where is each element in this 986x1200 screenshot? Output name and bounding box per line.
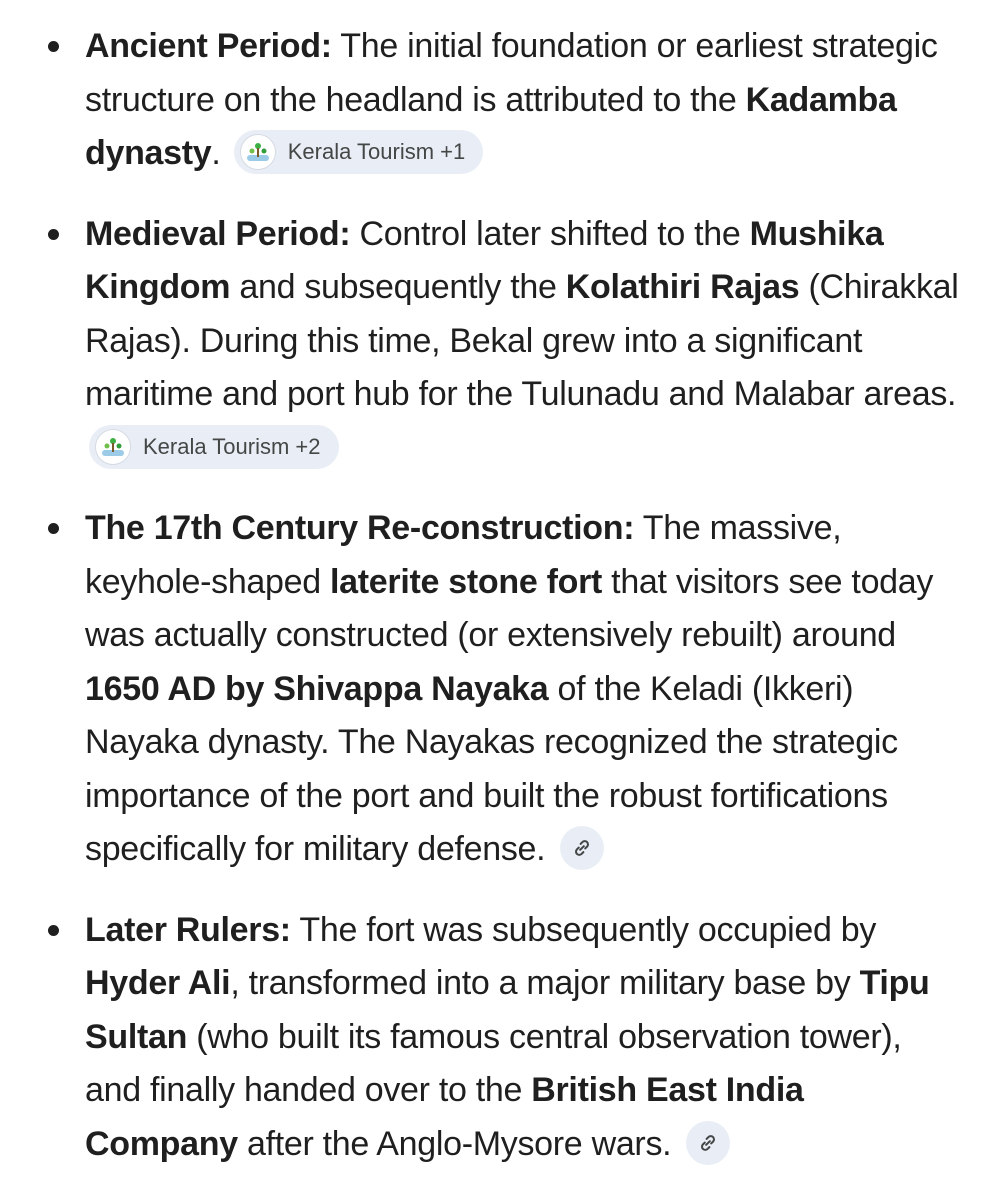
item-text: The initial foundation or earliest strategic structure on the headland is attributed to the <box>85 27 938 119</box>
bullet-dot <box>48 229 59 240</box>
kerala-tourism-logo-icon <box>95 429 131 465</box>
list-item-17th-century-reconstruction <box>0 502 986 877</box>
item-text: (Chirakkal Rajas). During this time, Bekal grew into a significant maritime and port hub for the Tulunadu and Malabar areas. <box>85 268 959 413</box>
item-text: , transformed into a major military base by <box>230 964 860 1002</box>
source-link-button[interactable] <box>686 1121 730 1165</box>
item-label: Later Rulers: <box>85 910 291 949</box>
bullet-dot <box>48 523 59 534</box>
kerala-tourism-logo-icon <box>240 134 276 170</box>
item-text: after the Anglo-Mysore wars. <box>237 1124 672 1163</box>
item-label: Ancient Period: <box>85 27 332 65</box>
bullet-dot <box>48 41 59 52</box>
item-text: and subsequently the <box>230 268 566 306</box>
item-bold-text: 1650 AD by Shivappa Nayaka <box>85 669 549 708</box>
item-bold-text: Kadamba dynasty <box>85 80 897 172</box>
item-text: (who built its famous central observation tower), and finally handed over to the <box>85 1017 902 1109</box>
item-label: The 17th Century Re-construction: <box>85 509 635 547</box>
item-bold-text: Kolathiri Rajas <box>565 268 800 306</box>
item-text: that visitors see today was actually constructed (or extensively rebuilt) around <box>85 562 934 654</box>
item-text: of the Keladi (Ikkeri) Nayaka dynasty. The Nayakas recognized the strategic importance of the port and built the robust fortifications specifically for military defense. <box>85 669 898 868</box>
source-link-button[interactable] <box>560 826 604 870</box>
source-chip-kerala-tourism[interactable] <box>89 425 339 469</box>
list-item-ancient-period <box>0 20 986 181</box>
source-chip-label: Kerala Tourism +1 <box>287 139 466 165</box>
item-bold-text: laterite stone fort <box>330 562 603 601</box>
item-bold-text: Tipu Sultan <box>85 964 930 1056</box>
link-icon <box>697 1132 719 1154</box>
list-item-later-rulers <box>0 904 986 1172</box>
source-chip-label: Kerala Tourism +2 <box>143 433 321 459</box>
bullet-dot <box>48 925 59 936</box>
list-item-medieval-period <box>0 208 986 476</box>
item-bold-text: Mushika Kingdom <box>85 214 884 306</box>
source-chip-kerala-tourism[interactable] <box>234 130 484 174</box>
item-text: Control later shifted to the <box>350 214 750 253</box>
item-bold-text: Hyder Ali <box>85 964 231 1002</box>
item-text: . <box>211 134 221 172</box>
item-text: The massive, keyhole-shaped <box>85 509 842 601</box>
item-text: The fort was subsequently occupied by <box>290 910 877 949</box>
item-label: Medieval Period: <box>85 214 351 253</box>
link-icon <box>571 837 593 859</box>
item-bold-text: British East India Company <box>85 1071 804 1163</box>
